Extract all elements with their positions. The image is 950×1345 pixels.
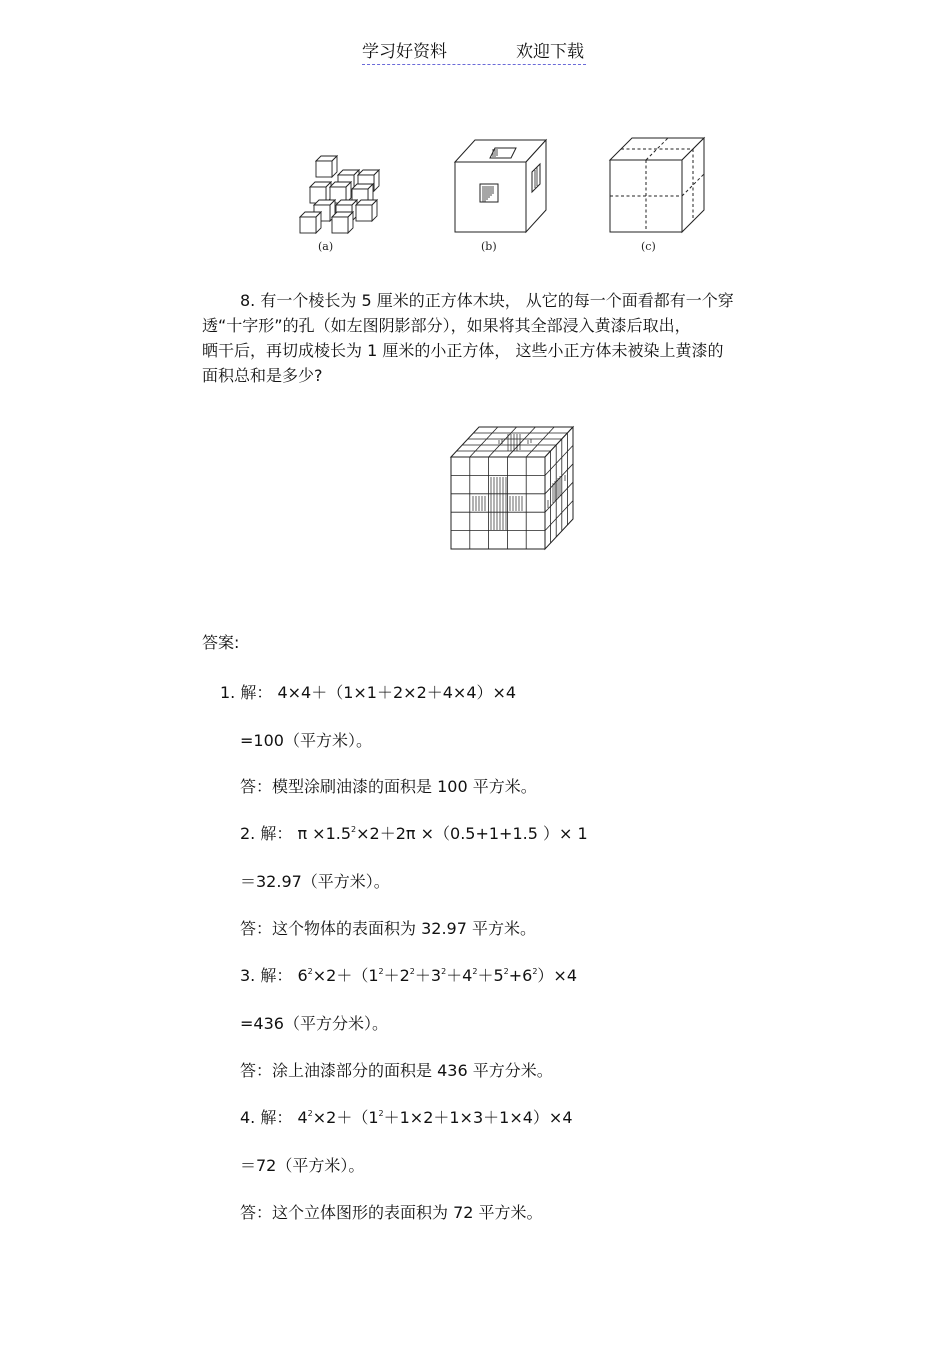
figure-b-caption: (b) xyxy=(481,240,497,253)
answer-2-part-2: ×2＋2π ×（0.5+1+1.5 ）× 1 xyxy=(356,824,588,843)
answer-3-result: =436（平方分米）。 xyxy=(240,1014,388,1033)
figure-b-holed-cube xyxy=(450,136,556,236)
answer-3-t8: ）×4 xyxy=(537,966,578,985)
problem-8-line-1: 8. 有一个棱长为 5 厘米的正方体木块， 从它的每一个面看都有一个穿 xyxy=(240,291,734,310)
answer-4-s2: 2 xyxy=(378,1109,384,1118)
answer-3-s3: 2 xyxy=(409,967,415,976)
answer-3-s6: 2 xyxy=(503,967,509,976)
answer-3-t4: ＋3 xyxy=(414,966,442,985)
problem-8-line-3: 晒干后，再切成棱长为 1 厘米的小正方体， 这些小正方体未被染上黄漆的 xyxy=(202,341,724,360)
answer-4-label: 4. 解： xyxy=(240,1108,293,1127)
answer-2-result: ＝32.97（平方米）。 xyxy=(240,872,390,891)
answer-2-sup-1: 2 xyxy=(351,825,357,834)
answer-3-expression xyxy=(240,963,577,986)
header-right-text: 欢迎下载 xyxy=(516,42,584,62)
answer-4-result: ＝72（平方米）。 xyxy=(240,1156,365,1175)
answer-3-label: 3. 解： xyxy=(240,966,293,985)
page-header xyxy=(362,40,586,65)
figure-a-stacked-cubes xyxy=(296,154,382,236)
answer-3-t6: ＋5 xyxy=(477,966,504,985)
problem-8 xyxy=(202,288,802,388)
answer-1-label: 1. 解： xyxy=(220,683,273,702)
answer-4-statement: 答：这个立体图形的表面积为 72 平方米。 xyxy=(240,1203,543,1222)
answer-4-t2: ×2＋（1 xyxy=(312,1108,379,1127)
answer-2-label: 2. 解： xyxy=(240,824,293,843)
answers-title: 答案: xyxy=(202,633,240,652)
answer-4-expression xyxy=(240,1105,573,1128)
answer-3-t7: +6 xyxy=(508,966,533,985)
answer-3-s4: 2 xyxy=(441,967,447,976)
answer-1-statement: 答：模型涂刷油漆的面积是 100 平方米。 xyxy=(240,777,537,796)
answer-3-t1: 6 xyxy=(297,966,308,985)
answer-2-expression xyxy=(240,821,588,844)
answer-3-statement: 答：涂上油漆部分的面积是 436 平方分米。 xyxy=(240,1061,553,1080)
answer-1-result: =100（平方米）。 xyxy=(240,731,372,750)
answer-1-expression xyxy=(220,680,516,703)
answer-4-t3: ＋1×2＋1×3＋1×4）×4 xyxy=(383,1108,573,1127)
problem-8-cross-hole-cube xyxy=(446,423,578,553)
problem-8-line-4: 面积总和是多少? xyxy=(202,366,323,385)
answer-3-s5: 2 xyxy=(472,967,478,976)
answer-2-statement: 答：这个物体的表面积为 32.97 平方米。 xyxy=(240,919,536,938)
header-left-text: 学习好资料 xyxy=(362,42,447,62)
answer-1-expr: 4×4＋（1×1＋2×2＋4×4）×4 xyxy=(277,683,517,702)
answer-3-s7: 2 xyxy=(532,967,538,976)
answer-4-t1: 4 xyxy=(297,1108,308,1127)
answer-3-t5: ＋4 xyxy=(446,966,473,985)
figure-c-divided-cube xyxy=(606,134,712,236)
answer-3-t2: ×2＋（1 xyxy=(312,966,379,985)
answer-3-t3: ＋2 xyxy=(383,966,410,985)
figure-a-caption: (a) xyxy=(318,240,334,253)
figure-c-caption: (c) xyxy=(641,240,656,253)
answer-2-part-1: π ×1.5 xyxy=(297,824,352,843)
answer-3-s2: 2 xyxy=(378,967,384,976)
problem-8-line-2: 透“十字形”的孔（如左图阴影部分），如果将其全部浸入黄漆后取出， xyxy=(202,316,691,335)
answer-4-s1: 2 xyxy=(307,1109,313,1118)
answer-3-s1: 2 xyxy=(307,967,313,976)
